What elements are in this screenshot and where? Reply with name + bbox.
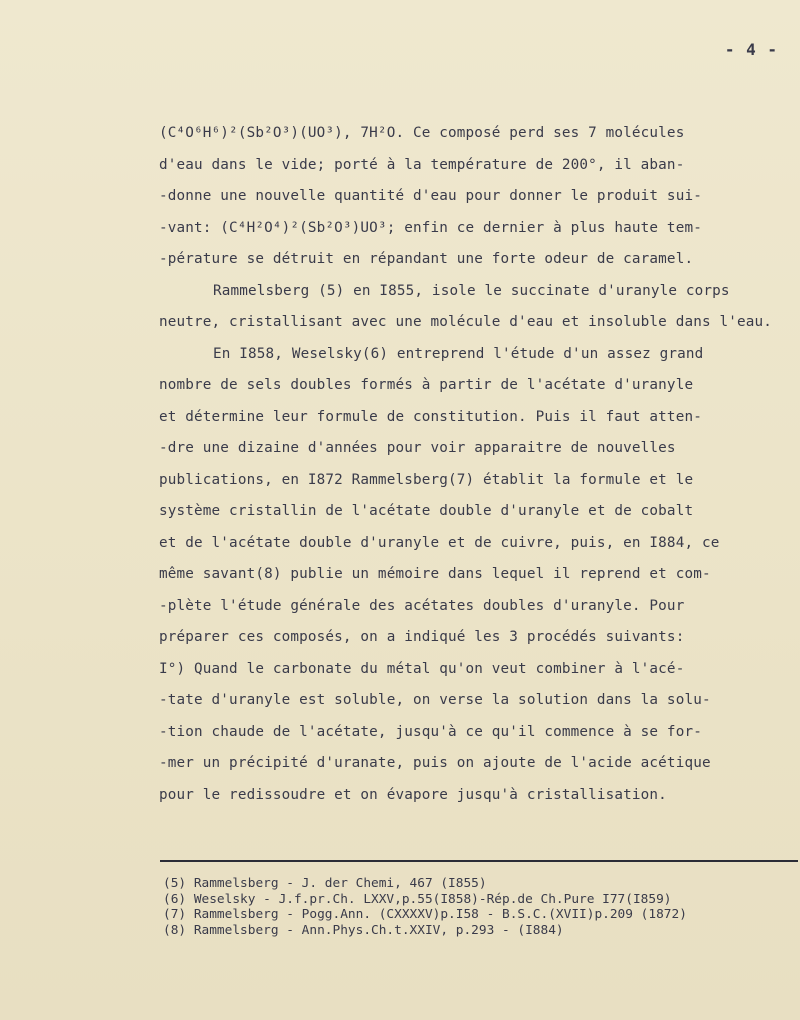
body-line: -tate d'uranyle est soluble, on verse la solution dans la solu- bbox=[159, 692, 711, 708]
body-line: neutre, cristallisant avec une molécule d'eau et insoluble dans l'eau. bbox=[159, 314, 773, 330]
body-line: -dre une dizaine d'années pour voir apparaitre de nouvelles bbox=[159, 440, 676, 456]
footnote: (7) Rammelsberg - Pogg.Ann. (CXXXXV)p.I58 - B.S.C.(XVII)p.209 (1872) bbox=[163, 907, 687, 922]
body-line: et détermine leur formule de constitution. Puis il faut atten- bbox=[159, 408, 702, 425]
body-line: Rammelsberg (5) en I855, isole le succinate d'uranyle corps bbox=[213, 282, 730, 299]
body-line: préparer ces composés, on a indiqué les 3 procédés suivants: bbox=[159, 629, 685, 645]
body-line: (C⁴O⁶H⁶)²(Sb²O³)(UO³), 7H²O. Ce composé perd ses 7 molécules bbox=[159, 125, 685, 141]
footnote: (5) Rammelsberg - J. der Chemi, 467 (I855) bbox=[163, 876, 487, 891]
body-line: -plète l'étude générale des acétates doubles d'uranyle. Pour bbox=[159, 597, 685, 614]
footnotes bbox=[163, 876, 783, 938]
footnote: (8) Rammelsberg - Ann.Phys.Ch.t.XXIV, p.293 - (I884) bbox=[163, 922, 564, 938]
body-line: -tion chaude de l'acétate, jusqu'à ce qu'il commence à se for- bbox=[159, 723, 702, 740]
body-line: système cristallin de l'acétate double d'uranyle et de cobalt bbox=[159, 503, 694, 519]
body-line: d'eau dans le vide; porté à la température de 200°, il aban- bbox=[159, 156, 685, 173]
footnote-divider bbox=[160, 860, 798, 862]
body-line: nombre de sels doubles formés à partir de l'acétate d'uranyle bbox=[159, 377, 694, 393]
body-line: -mer un précipité d'uranate, puis on ajoute de l'acide acétique bbox=[159, 755, 711, 771]
footnote: (6) Weselsky - J.f.pr.Ch. LXXV,p.55(I858)-Rép.de Ch.Pure I77(I859) bbox=[163, 891, 672, 907]
body-line: et de l'acétate double d'uranyle et de cuivre, puis, en I884, ce bbox=[159, 534, 720, 551]
body-line: publications, en I872 Rammelsberg(7) établit la formule et le bbox=[159, 471, 694, 488]
body-text bbox=[159, 118, 779, 811]
body-line: -donne une nouvelle quantité d'eau pour donner le produit sui- bbox=[159, 188, 702, 204]
page-number: - 4 - bbox=[724, 40, 778, 59]
body-line: I°) Quand le carbonate du métal qu'on veut combiner à l'acé- bbox=[159, 660, 685, 677]
body-line: pour le redissoudre et on évapore jusqu'à cristallisation. bbox=[159, 786, 667, 803]
body-line: même savant(8) publie un mémoire dans lequel il reprend et com- bbox=[159, 566, 711, 582]
body-line: -vant: (C⁴H²O⁴)²(Sb²O³)UO³; enfin ce dernier à plus haute tem- bbox=[159, 219, 702, 236]
body-line: En I858, Weselsky(6) entreprend l'étude d'un assez grand bbox=[213, 345, 704, 362]
body-line: -pérature se détruit en répandant une forte odeur de caramel. bbox=[159, 251, 694, 267]
